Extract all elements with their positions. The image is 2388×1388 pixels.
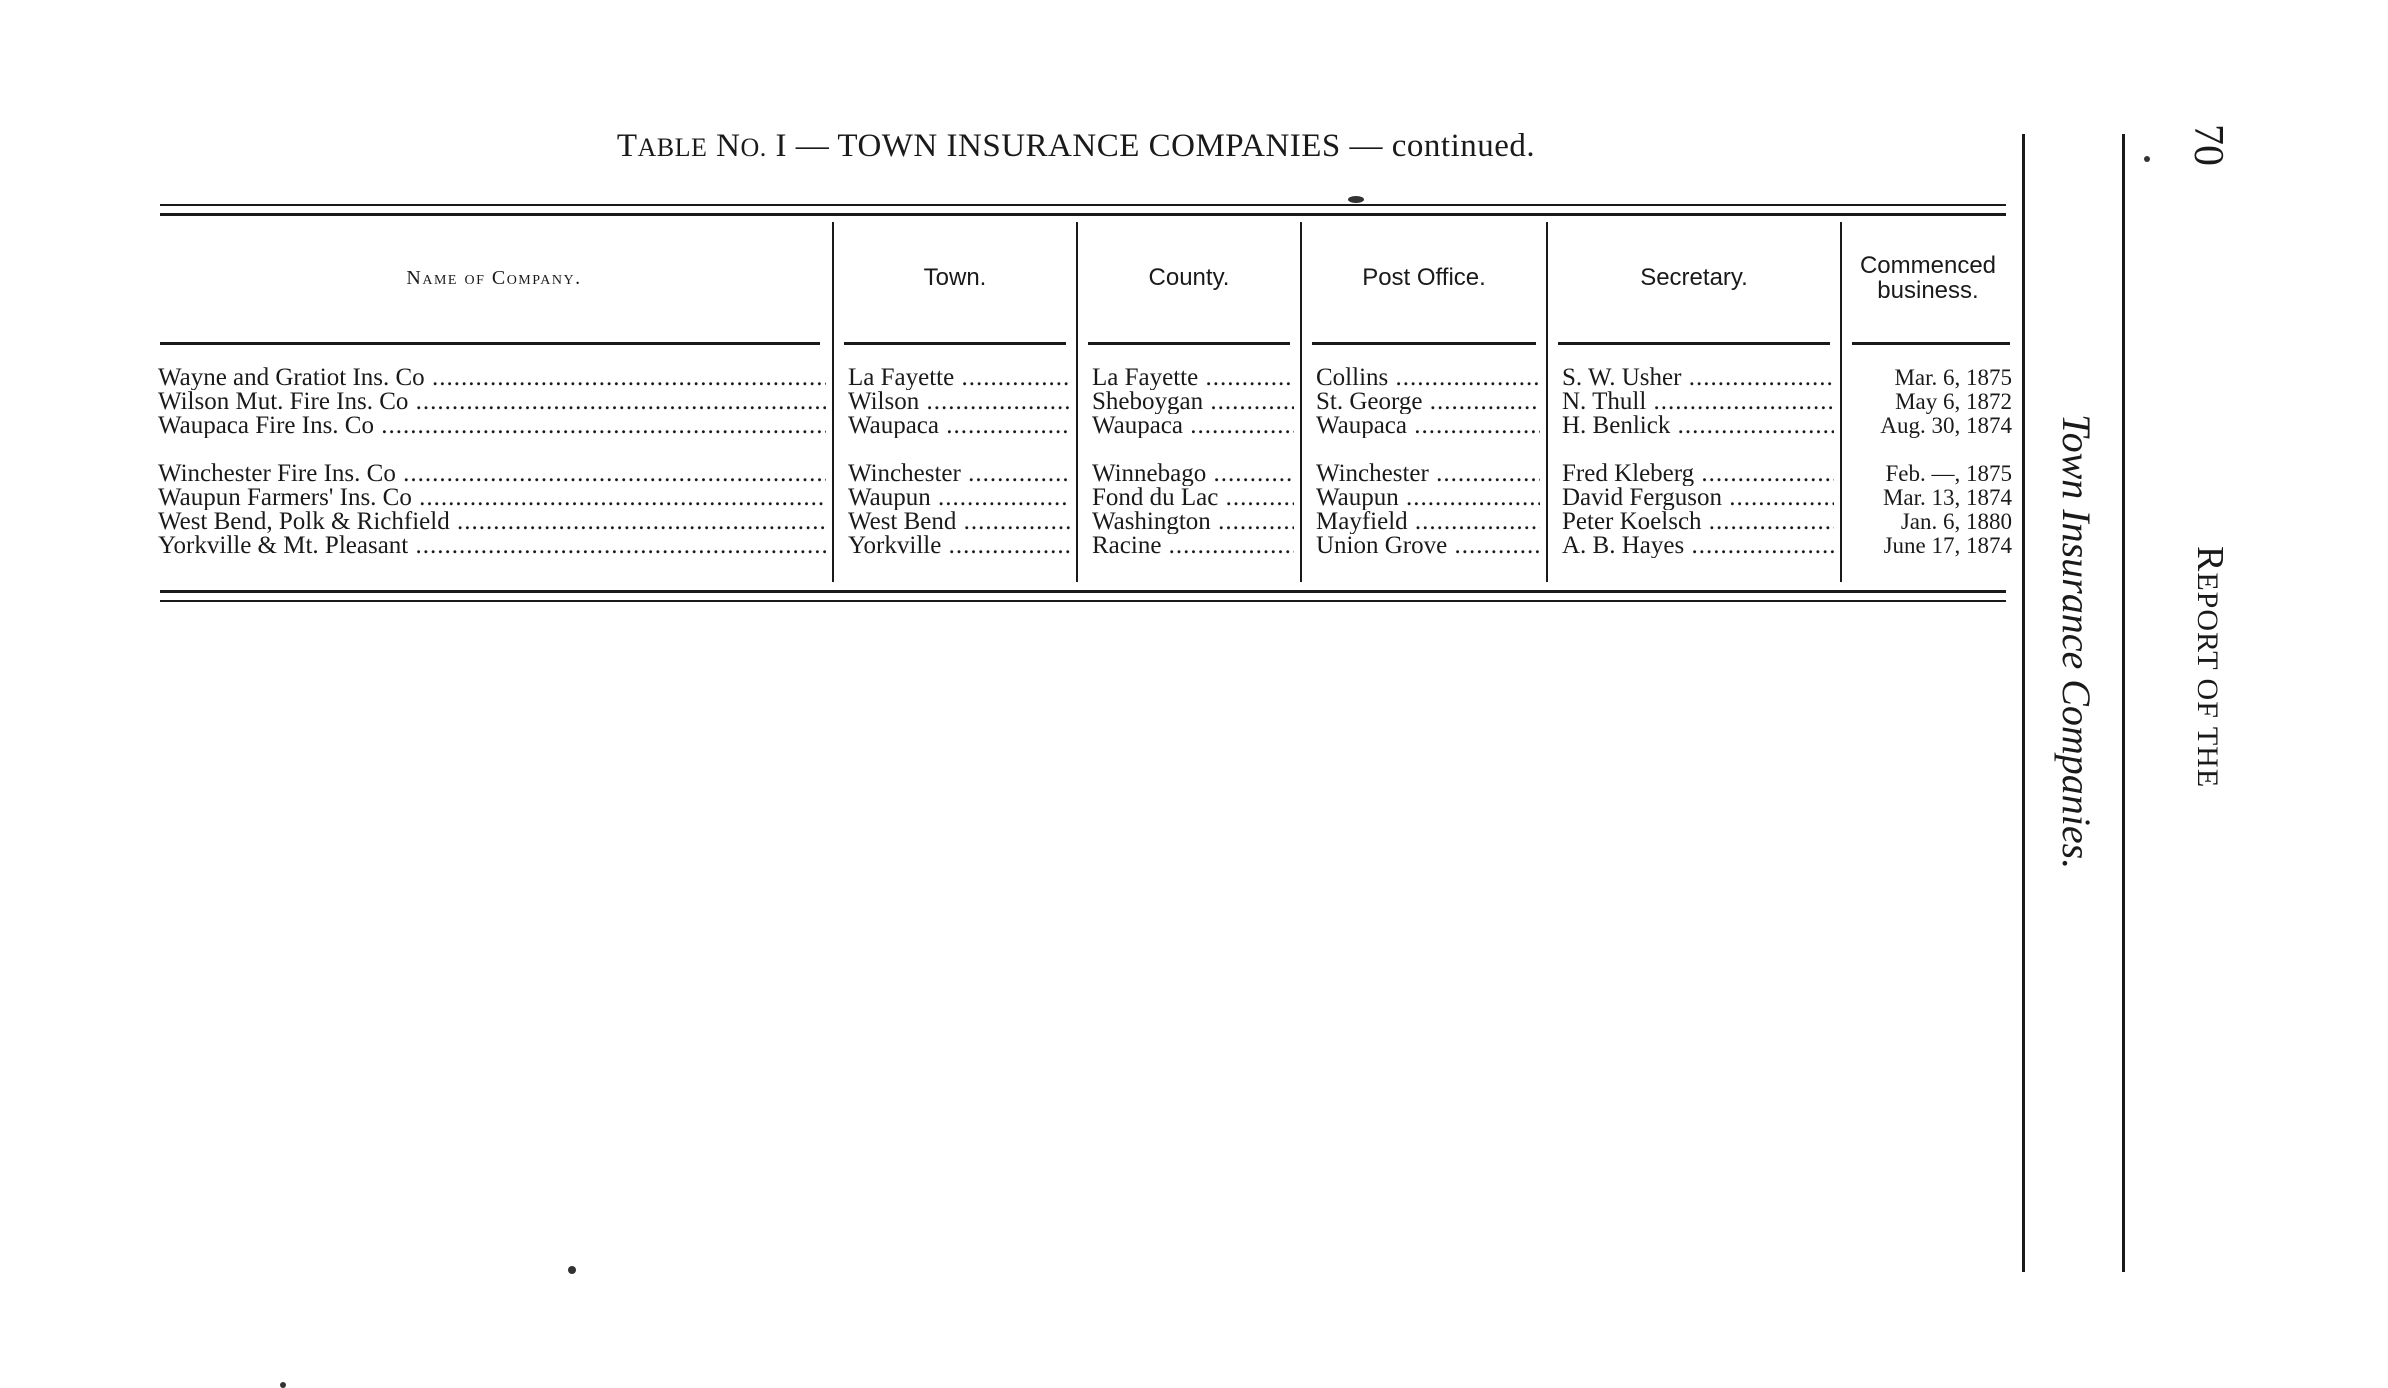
header-commenced-line1: Commenced [1859, 251, 1997, 279]
header-county-label: County. [1148, 264, 1230, 292]
cell-secretary: Fred Kleberg ..... [1562, 462, 1834, 486]
header-post-office-label: Post Office. [1362, 264, 1486, 292]
cell-secretary: N. Thull ..... [1562, 390, 1834, 414]
header-underline [1852, 342, 2010, 345]
header-underline [844, 342, 1066, 345]
table-row [156, 462, 2014, 486]
cell-post-office: St. George ..... [1316, 390, 1540, 414]
header-underline [160, 342, 820, 345]
header-secretary [1548, 218, 1840, 338]
cell-commenced: Mar. 13, 1874 [1882, 486, 2012, 510]
cell-post-office: Collins ..... [1316, 366, 1540, 390]
scan-speck [280, 1382, 286, 1388]
cell-town: Waupaca ..... [848, 414, 1070, 438]
cell-commenced: Aug. 30, 1874 [1880, 414, 2012, 438]
header-name-of-company-label: Name of Company. [406, 266, 582, 289]
cell-post-office: Union Grove ..... [1316, 534, 1540, 558]
cell-secretary: H. Benlick ..... [1562, 414, 1834, 438]
table-row [156, 366, 2014, 390]
scan-speck [568, 1266, 576, 1274]
running-head-cap: R [2189, 546, 2231, 573]
cell-company: Winchester Fire Ins. Co ..... [158, 462, 826, 486]
top-rule-thin [160, 204, 2006, 206]
cell-post-office: Waupun ..... [1316, 486, 1540, 510]
margin-vertical-rule [2022, 134, 2025, 1272]
cell-county: La Fayette ..... [1092, 366, 1294, 390]
cell-commenced: May 6, 1872 [1895, 390, 2012, 414]
cell-county: Waupaca ..... [1092, 414, 1294, 438]
cell-commenced: June 17, 1874 [1883, 534, 2012, 558]
title-number-small: O. [740, 133, 767, 162]
table-row [156, 534, 2014, 558]
header-secretary-label: Secretary. [1640, 264, 1748, 292]
title-number-cap: N [716, 128, 741, 164]
table-row [156, 486, 2014, 510]
header-commenced-line2: business. [1877, 277, 1979, 304]
running-title: Town Insurance Companies. [2054, 414, 2099, 870]
cell-post-office: Mayfield ..... [1316, 510, 1540, 534]
header-underline [1088, 342, 1290, 345]
cell-secretary: David Ferguson ..... [1562, 486, 1834, 510]
running-head [2188, 546, 2232, 788]
cell-county: Washington ..... [1092, 510, 1294, 534]
cell-secretary: Peter Koelsch ..... [1562, 510, 1834, 534]
header-county [1078, 218, 1300, 338]
cell-company: Yorkville & Mt. Pleasant ..... [158, 534, 826, 558]
cell-county: Sheboygan ..... [1092, 390, 1294, 414]
header-town [834, 218, 1076, 338]
running-head-small: EPORT OF THE [2191, 572, 2224, 789]
cell-post-office: Waupaca ..... [1316, 414, 1540, 438]
cell-town: Yorkville ..... [848, 534, 1070, 558]
table-body [156, 366, 2014, 558]
cell-secretary: A. B. Hayes ..... [1562, 534, 1834, 558]
cell-commenced: Mar. 6, 1875 [1894, 366, 2012, 390]
header-underline [1312, 342, 1536, 345]
bottom-rule-thin [160, 600, 2006, 602]
cell-town: Waupun ..... [848, 486, 1070, 510]
title-prefix-small: ABLE [637, 133, 708, 162]
cell-company: Waupaca Fire Ins. Co ..... [158, 414, 826, 438]
title-rest: I — TOWN INSURANCE COMPANIES — continued. [766, 128, 1536, 164]
scan-speck [1348, 196, 1364, 203]
cell-commenced: Jan. 6, 1880 [1900, 510, 2012, 534]
header-commenced-business [1842, 218, 2014, 338]
title-prefix-cap: T [616, 128, 638, 164]
cell-county: Racine ..... [1092, 534, 1294, 558]
cell-company: Wayne and Gratiot Ins. Co ..... [158, 366, 826, 390]
table-row [156, 414, 2014, 438]
cell-company: Waupun Farmers' Ins. Co ..... [158, 486, 826, 510]
cell-commenced: Feb. —, 1875 [1885, 462, 2012, 486]
bottom-rule-thick [160, 590, 2006, 593]
header-underline [1558, 342, 1830, 345]
header-name-of-company [156, 218, 832, 338]
cell-county: Fond du Lac ..... [1092, 486, 1294, 510]
cell-post-office: Winchester ..... [1316, 462, 1540, 486]
cell-town: Wilson ..... [848, 390, 1070, 414]
header-town-label: Town. [923, 264, 987, 292]
cell-secretary: S. W. Usher ..... [1562, 366, 1834, 390]
cell-town: Winchester ..... [848, 462, 1070, 486]
table-title [156, 128, 1996, 165]
scan-speck [2144, 156, 2150, 162]
cell-company: West Bend, Polk & Richfield ..... [158, 510, 826, 534]
cell-company: Wilson Mut. Fire Ins. Co ..... [158, 390, 826, 414]
page-number: 70 [2185, 124, 2231, 166]
table-row [156, 510, 2014, 534]
cell-town: West Bend ..... [848, 510, 1070, 534]
insurance-table [156, 218, 2014, 584]
table-row [156, 390, 2014, 414]
margin-vertical-rule [2122, 134, 2125, 1272]
cell-county: Winnebago ..... [1092, 462, 1294, 486]
header-post-office [1302, 218, 1546, 338]
cell-town: La Fayette ..... [848, 366, 1070, 390]
top-rule-thick [160, 213, 2006, 216]
